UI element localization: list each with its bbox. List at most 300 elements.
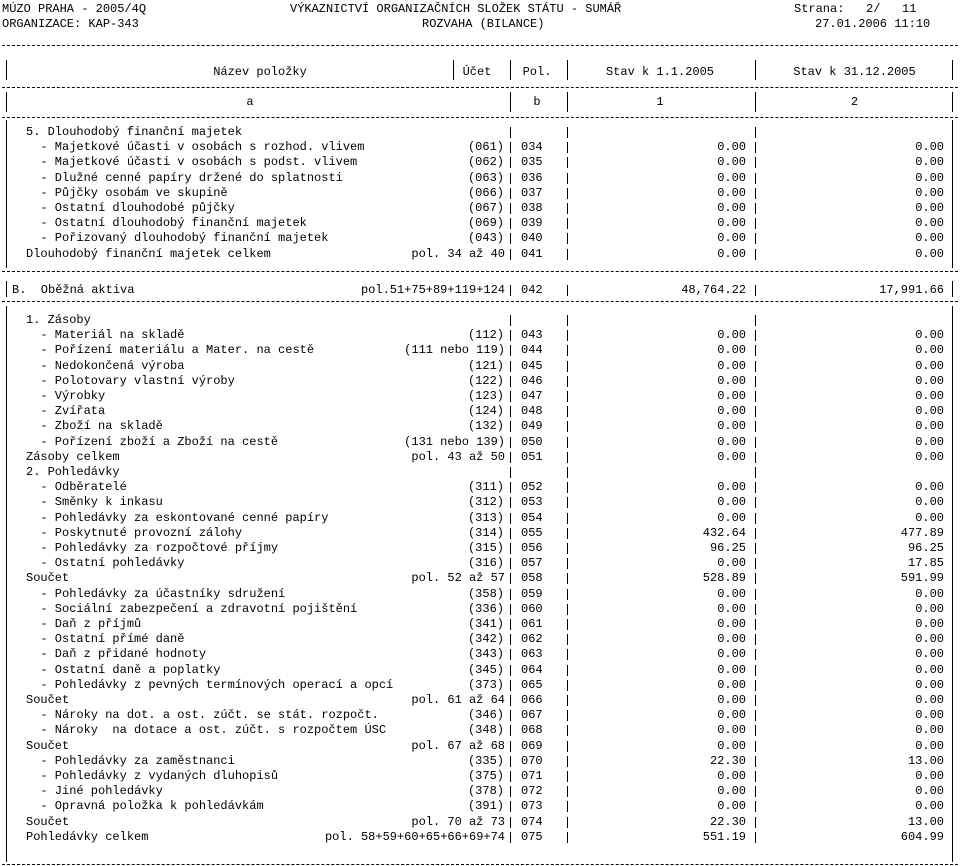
row-name: - Pohledávky za účastníky sdružení [26, 586, 286, 601]
column-border [567, 680, 568, 691]
row-value-start: 0.00 [717, 419, 746, 434]
row-number: 051 [521, 449, 543, 464]
row-account: (336) [467, 601, 504, 616]
row-value-end: 477.89 [900, 525, 944, 540]
column-border [510, 60, 511, 80]
column-border [567, 558, 568, 569]
column-border [510, 345, 511, 356]
row-name: 5. Dlouhodobý finanční majetek [26, 125, 243, 139]
row-value-start [572, 125, 746, 140]
row-number: 035 [521, 155, 543, 170]
column-border [755, 832, 756, 843]
row-account: (378) [467, 784, 504, 799]
column-border [755, 634, 756, 645]
row-account: (335) [467, 753, 504, 768]
row-value-end: 0.00 [915, 708, 944, 723]
row-value-start: 0.00 [717, 201, 746, 215]
row-number: 045 [521, 358, 543, 373]
row-number: 044 [521, 343, 543, 358]
row-account: (346) [467, 708, 504, 723]
row-value-start: 0.00 [717, 708, 746, 723]
row-value-start: 0.00 [717, 632, 746, 647]
print-datetime: 27.01.2006 11:10 [815, 17, 931, 31]
row-number: 055 [521, 525, 543, 540]
row-value-start: 48,764.22 [681, 283, 746, 297]
row-name: - Majetkové účasti v osobách s rozhod. vlivem [26, 140, 365, 155]
column-border [567, 173, 568, 184]
column-border [567, 771, 568, 782]
row-number: 053 [521, 495, 543, 510]
row-value-end: 13.00 [907, 814, 944, 829]
column-border [6, 60, 7, 80]
page-number: Strana: 2/ 11 [794, 2, 917, 16]
row-number: 054 [521, 510, 543, 525]
row-number: 034 [521, 140, 543, 155]
row-value-end: 0.00 [915, 632, 944, 647]
column-border [567, 725, 568, 736]
row-value-start: 0.00 [717, 373, 746, 388]
row-name: Dlouhodobý finanční majetek celkem [26, 246, 271, 261]
column-border [510, 649, 511, 660]
row-account: (124) [467, 404, 504, 419]
row-value-start [572, 313, 746, 328]
column-border [567, 604, 568, 615]
row-name: Součet [26, 738, 70, 753]
column-border [567, 710, 568, 721]
row-number: 068 [521, 723, 543, 738]
column-border [755, 695, 756, 706]
column-border [6, 120, 7, 268]
row-value-start [572, 465, 746, 480]
column-border [510, 725, 511, 736]
row-account: (111 nebo 119) [404, 343, 505, 358]
row-number: 046 [521, 373, 543, 388]
row-account: pol. 34 až 40 [411, 246, 505, 261]
row-account: (061) [467, 140, 504, 155]
row-value-start: 0.00 [717, 784, 746, 799]
row-name: - Pořízení materiálu a Mater. na cestě [26, 343, 315, 358]
row-name: - Sociální zabezpečení a zdravotní pojištění [26, 601, 358, 616]
row-value-end: 0.00 [915, 769, 944, 783]
column-border [755, 361, 756, 372]
column-border [567, 649, 568, 660]
row-value-end: 0.00 [915, 434, 944, 449]
row-name: - Nároky na dot. a ost. zúčt. se stát. rozpočt. [26, 708, 379, 723]
row-value-start: 0.00 [717, 510, 746, 525]
row-value-end: 17,991.66 [879, 283, 944, 297]
row-value-end: 0.00 [915, 389, 944, 403]
column-border [952, 60, 953, 80]
column-border [567, 741, 568, 752]
dashed-separator [2, 87, 958, 88]
column-border [755, 421, 756, 432]
column-border [952, 306, 953, 862]
column-border [755, 786, 756, 797]
row-name: - Pohledávky za eskontované cenné papíry [26, 510, 329, 525]
row-name: Součet [26, 571, 70, 586]
column-border [755, 680, 756, 691]
row-value-end: 0.00 [915, 231, 944, 246]
column-border [952, 92, 953, 112]
row-number: 072 [521, 784, 543, 799]
column-border [510, 497, 511, 508]
row-value-start: 528.89 [702, 571, 746, 586]
column-border [6, 281, 7, 297]
row-account: (341) [467, 617, 504, 631]
column-border [567, 127, 568, 138]
dashed-separator [2, 117, 958, 118]
column-border [567, 497, 568, 508]
column-border [510, 482, 511, 493]
column-border [510, 558, 511, 569]
column-border [755, 665, 756, 676]
row-value-end: 0.00 [915, 419, 944, 434]
row-number: 047 [521, 389, 543, 403]
column-border [567, 421, 568, 432]
column-border [510, 315, 511, 326]
column-border [510, 756, 511, 767]
row-value-start: 0.00 [717, 140, 746, 155]
row-value-end: 0.00 [915, 601, 944, 616]
column-border [567, 543, 568, 554]
row-account: (312) [467, 495, 504, 510]
column-border [510, 406, 511, 417]
column-border [567, 832, 568, 843]
column-border [567, 695, 568, 706]
column-border [567, 142, 568, 153]
column-border [755, 233, 756, 244]
row-number: 069 [521, 738, 543, 753]
column-border [755, 345, 756, 356]
row-name: - Dlužné cenné papíry držené do splatnosti [26, 170, 343, 185]
column-border [567, 345, 568, 356]
row-number: 040 [521, 231, 543, 246]
column-border [567, 589, 568, 600]
row-name: 1. Zásoby [26, 313, 91, 327]
column-border [755, 285, 756, 296]
row-account: pol. 58+59+60+65+66+69+74 [324, 829, 505, 844]
row-value-start: 0.00 [717, 556, 746, 571]
row-value-end: 0.00 [915, 495, 944, 510]
column-border [755, 452, 756, 463]
row-number: 036 [521, 170, 543, 185]
column-border [755, 497, 756, 508]
row-value-end: 0.00 [915, 373, 944, 388]
column-border [755, 573, 756, 584]
column-border [510, 452, 511, 463]
row-name: - Opravná položka k pohledávkám [26, 799, 264, 814]
column-border [755, 513, 756, 524]
row-value-start: 0.00 [717, 693, 746, 707]
header-letter-end: 2 [850, 95, 859, 109]
row-account: (112) [467, 328, 504, 343]
row-account: (067) [467, 201, 504, 215]
column-border [755, 741, 756, 752]
column-border [567, 376, 568, 387]
column-border [567, 233, 568, 244]
column-border [755, 173, 756, 184]
row-number: 064 [521, 662, 543, 677]
column-border [567, 285, 568, 296]
column-border [567, 391, 568, 402]
row-value-end: 0.00 [915, 328, 944, 343]
row-name: - Ostatní dlouhodobý finanční majetek [26, 216, 307, 231]
row-value-start: 0.00 [717, 155, 746, 170]
row-value-end: 0.00 [915, 404, 944, 419]
row-number: 060 [521, 601, 543, 616]
column-border [510, 127, 511, 138]
header-name: Název položky [213, 65, 307, 79]
row-number: 061 [521, 617, 543, 631]
column-border [755, 543, 756, 554]
row-value-start: 0.00 [717, 647, 746, 662]
row-name: - Pohledávky z vydaných dluhopisů [26, 769, 279, 783]
row-value-start: 0.00 [717, 343, 746, 358]
row-value-start: 0.00 [717, 404, 746, 419]
dashed-separator [2, 864, 958, 865]
row-number: 052 [521, 480, 543, 495]
row-value-start: 0.00 [717, 738, 746, 753]
row-number: 073 [521, 799, 543, 814]
row-name: - Nároky na dotace a ost. zúčt. s rozpočtem ÚSC [26, 723, 387, 738]
row-account: (132) [467, 419, 504, 434]
row-name: - Pohledávky za zaměstnanci [26, 753, 235, 768]
row-value-end: 0.00 [915, 647, 944, 662]
column-border [567, 619, 568, 630]
row-value-end: 0.00 [915, 799, 944, 814]
row-value-end: 0.00 [915, 662, 944, 677]
column-border [755, 203, 756, 214]
row-value-end: 0.00 [915, 449, 944, 464]
row-number: 070 [521, 753, 543, 768]
column-border [510, 634, 511, 645]
column-border [567, 482, 568, 493]
row-value-end: 0.00 [915, 155, 944, 170]
column-border [952, 120, 953, 268]
row-number: 038 [521, 201, 543, 215]
row-name: B. Oběžná aktiva [12, 283, 135, 297]
row-name: - Zboží na skladě [26, 419, 163, 434]
report-subtitle: ROZVAHA (BILANCE) [422, 17, 545, 31]
row-number: 048 [521, 404, 543, 419]
column-border [510, 437, 511, 448]
row-value-start: 22.30 [709, 814, 746, 829]
row-account: (343) [467, 647, 504, 662]
row-name: - Majetkové účasti v osobách s podst. vlivem [26, 155, 358, 170]
row-value-start: 0.00 [717, 246, 746, 261]
column-border [510, 218, 511, 229]
row-value-start: 551.19 [702, 829, 746, 844]
column-border [510, 832, 511, 843]
row-name: Součet [26, 814, 70, 829]
row-name: - Materiál na skladě [26, 328, 185, 343]
row-value-start: 0.00 [717, 328, 746, 343]
dashed-separator [2, 45, 958, 46]
column-border [567, 92, 568, 112]
column-border [755, 315, 756, 326]
row-account: (358) [467, 586, 504, 601]
column-border [510, 801, 511, 812]
row-value-end [762, 313, 944, 328]
row-number: 039 [521, 216, 543, 231]
row-account: pol. 52 až 57 [411, 571, 505, 586]
row-name: - Směnky k inkasu [26, 495, 163, 510]
row-account: pol. 70 až 73 [411, 814, 505, 829]
row-value-end: 0.00 [915, 140, 944, 155]
row-name: - Poskytnuté provozní zálohy [26, 525, 243, 540]
column-border [755, 756, 756, 767]
column-border [755, 330, 756, 341]
column-border [567, 406, 568, 417]
column-border [567, 528, 568, 539]
row-account: (375) [467, 769, 504, 783]
row-value-end: 0.00 [915, 738, 944, 753]
row-value-end: 0.00 [915, 185, 944, 200]
column-border [755, 649, 756, 660]
column-border [755, 801, 756, 812]
header-row: Pol. [522, 65, 552, 79]
column-border [510, 741, 511, 752]
row-name: - Odběratelé [26, 480, 127, 495]
column-border [510, 376, 511, 387]
row-name: - Pohledávky za rozpočtové příjmy [26, 541, 279, 555]
row-value-end: 0.00 [915, 723, 944, 738]
column-border [567, 634, 568, 645]
row-number: 059 [521, 586, 543, 601]
row-value-start: 0.00 [717, 601, 746, 616]
row-number: 063 [521, 647, 543, 662]
column-border [510, 665, 511, 676]
column-border [510, 203, 511, 214]
column-border [510, 710, 511, 721]
row-name: - Ostatní daně a poplatky [26, 662, 221, 677]
row-value-end: 591.99 [900, 571, 944, 586]
header-start: Stav k 1.1.2005 [605, 65, 715, 79]
row-account: (131 nebo 139) [404, 434, 505, 449]
column-border [567, 665, 568, 676]
column-border [567, 315, 568, 326]
column-border [567, 467, 568, 478]
row-value-start: 0.00 [717, 769, 746, 783]
column-border [755, 710, 756, 721]
row-value-start: 0.00 [717, 662, 746, 677]
row-account: (311) [467, 480, 504, 495]
column-border [755, 619, 756, 630]
row-name: - Pořízení zboží a Zboží na cestě [26, 434, 279, 449]
column-border [567, 330, 568, 341]
column-border [755, 142, 756, 153]
column-border [510, 573, 511, 584]
column-border [510, 771, 511, 782]
row-value-end: 13.00 [907, 753, 944, 768]
row-value-end: 0.00 [915, 201, 944, 215]
row-name: Zásoby celkem [26, 449, 120, 464]
column-border [510, 695, 511, 706]
row-name: - Polotovary vlastní výroby [26, 373, 235, 388]
row-name: - Nedokončená výroba [26, 358, 185, 373]
row-name: - Ostatní přímé daně [26, 632, 185, 647]
row-value-end: 96.25 [907, 541, 944, 555]
column-border [755, 127, 756, 138]
row-number: 067 [521, 708, 543, 723]
row-value-start: 0.00 [717, 495, 746, 510]
row-name: 2. Pohledávky [26, 465, 120, 479]
row-value-end: 0.00 [915, 246, 944, 261]
row-account: (066) [467, 185, 504, 200]
row-number: 049 [521, 419, 543, 434]
row-value-start: 0.00 [717, 480, 746, 495]
row-value-start: 0.00 [717, 617, 746, 631]
header-letter-name: a [246, 95, 254, 109]
row-name: - Daň z příjmů [26, 617, 142, 631]
column-border [510, 285, 511, 296]
row-account: (345) [467, 662, 504, 677]
row-value-start: 96.25 [709, 541, 746, 555]
column-border [567, 361, 568, 372]
row-name: - Výrobky [26, 389, 106, 403]
column-border [510, 361, 511, 372]
row-name: - Ostatní dlouhodobé půjčky [26, 201, 235, 215]
row-value-start: 0.00 [717, 449, 746, 464]
column-border [755, 528, 756, 539]
column-border [567, 513, 568, 524]
row-account: (122) [467, 373, 504, 388]
column-border [567, 786, 568, 797]
column-border [755, 437, 756, 448]
column-border [510, 142, 511, 153]
column-border [567, 188, 568, 199]
column-border [510, 249, 511, 260]
org-code: ORGANIZACE: KAP-343 [2, 17, 139, 31]
row-number: 057 [521, 556, 543, 571]
row-value-start: 0.00 [717, 434, 746, 449]
column-border [567, 437, 568, 448]
row-value-end: 17.85 [907, 556, 944, 571]
row-account: (342) [467, 632, 504, 647]
column-border [952, 281, 953, 297]
column-border [755, 406, 756, 417]
column-border [510, 786, 511, 797]
row-name: - Pohledávky z pevných termínových operací a opcí [26, 677, 394, 692]
row-account: (043) [467, 231, 504, 246]
column-border [510, 680, 511, 691]
column-border [510, 467, 511, 478]
header-end: Stav k 31.12.2005 [793, 65, 916, 79]
column-border [510, 421, 511, 432]
column-border [567, 801, 568, 812]
column-border [510, 157, 511, 168]
row-value-end: 0.00 [915, 510, 944, 525]
column-border [755, 482, 756, 493]
row-number: 074 [521, 814, 543, 829]
row-value-end: 0.00 [915, 677, 944, 692]
column-border [567, 817, 568, 828]
dashed-separator [2, 301, 958, 302]
header-letter-row: b [533, 95, 541, 109]
row-value-start: 0.00 [717, 231, 746, 246]
org-name: MÚZO PRAHA - 2005/4Q [2, 2, 147, 16]
row-value-end: 0.00 [915, 480, 944, 495]
row-value-start: 22.30 [709, 753, 746, 768]
row-name: - Pořizovaný dlouhodobý finanční majetek [26, 231, 329, 246]
column-border [510, 188, 511, 199]
column-border [510, 543, 511, 554]
column-border [510, 817, 511, 828]
row-account: pol.51+75+89+119+124 [360, 283, 505, 297]
column-border [567, 218, 568, 229]
row-value-start: 0.00 [717, 677, 746, 692]
column-border [6, 306, 7, 862]
